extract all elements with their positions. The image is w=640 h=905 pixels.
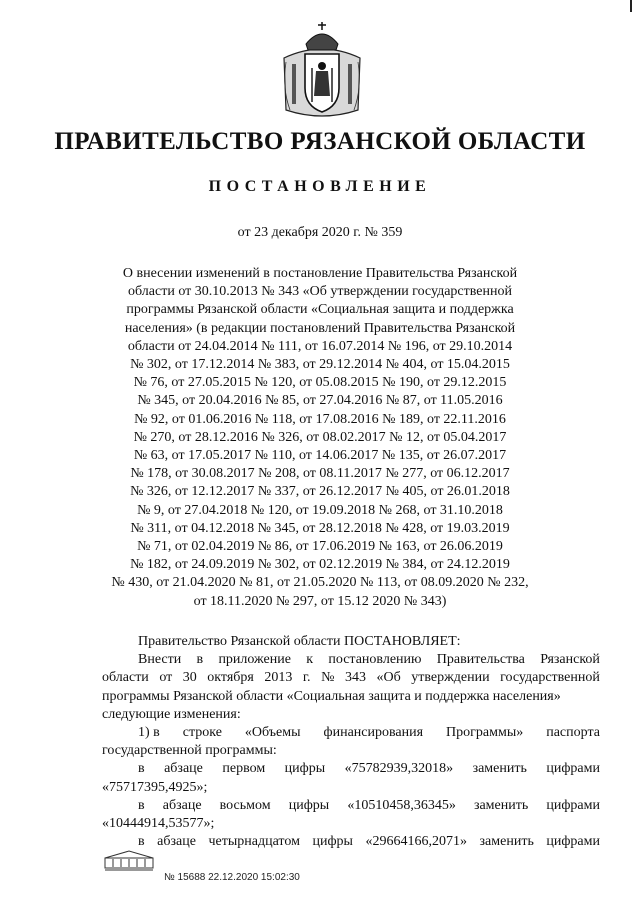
body-line (102, 760, 600, 778)
body-word: «29664166,2071» (365, 834, 467, 850)
body-word: заменить (472, 761, 527, 777)
body-word: октября (207, 670, 254, 686)
subject-line: № 345, от 20.04.2016 № 85, от 27.04.2016 № 87, от 11.05.2016 (137, 393, 503, 409)
subject-line: № 63, от 17.05.2017 № 110, от 14.06.2017 № 135, от 26.07.2017 (133, 448, 507, 464)
body-line (102, 669, 600, 687)
body-word: г. (302, 670, 311, 686)
body-word: цифрами (546, 761, 600, 777)
body-word: заменить (473, 797, 529, 813)
document-date: от 23 декабря 2020 г. № 359 (237, 225, 403, 240)
subject-line: области от 30.10.2013 № 343 «Об утверждении государственной (128, 284, 512, 300)
body-word: абзаце (164, 761, 203, 777)
body-line (102, 651, 600, 669)
body-word: «75782939,32018» (344, 761, 454, 777)
body-word: Внести (138, 652, 182, 668)
body-word: Правительства (436, 652, 525, 668)
subject-line: населения» (в редакции постановлений Правительства Рязанской (124, 320, 516, 336)
body-line: Правительство Рязанской области ПОСТАНОВЛЯЕТ: (138, 634, 461, 649)
subject-line: № 430, от 21.04.2020 № 81, от 21.05.2020 № 113, от 08.09.2020 № 232, (111, 575, 529, 591)
body-word: цифрами (546, 834, 600, 850)
body-word: строке (182, 725, 222, 741)
subject-line: № 178, от 30.08.2017 № 208, от 08.11.2017 № 277, от 06.12.2017 (130, 466, 510, 482)
body-word: № (321, 670, 335, 686)
subject-line: № 92, от 01.06.2016 № 118, от 17.08.2016 № 189, от 22.11.2016 (134, 411, 506, 427)
registration-stamp: № 15688 22.12.2020 15:02:30 (164, 872, 300, 883)
body-word: абзаце (162, 797, 202, 813)
subject-line: области от 24.04.2014 № 111, от 16.07.2014 № 196, от 29.10.2014 (127, 338, 513, 354)
body-line: «75717395,4925»; (102, 779, 208, 795)
document-type: ПОСТАНОВЛЕНИЕ (208, 178, 432, 195)
body-word: приложение (218, 652, 291, 668)
body-word: «10510458,36345» (347, 797, 456, 813)
body-word: 2013 (264, 670, 293, 686)
body-line: программы Рязанской области «Социальная защита и поддержка населения» (102, 688, 561, 704)
body-line (102, 797, 600, 815)
body-word: восьмом (219, 797, 271, 813)
government-title: ПРАВИТЕЛЬСТВО РЯЗАНСКОЙ ОБЛАСТИ (54, 128, 586, 155)
body-word: 30 (182, 670, 197, 686)
body-word: к (306, 652, 314, 668)
subject-line: № 270, от 28.12.2016 № 326, от 08.02.2017 № 12, от 05.04.2017 (133, 429, 507, 445)
subject-line: № 76, от 27.05.2015 № 120, от 05.08.2015 № 190, от 29.12.2015 (133, 375, 507, 391)
document-subject (92, 265, 548, 611)
body-word: Рязанской (540, 652, 600, 668)
body-word: заменить (479, 834, 534, 850)
body-line: следующие изменения: (102, 706, 241, 722)
subject-line: № 326, от 12.12.2017 № 337, от 26.12.2017 № 405, от 26.01.2018 (130, 484, 510, 500)
body-word: утверждении (411, 670, 490, 686)
body-line: государственной программы: (102, 743, 277, 759)
body-word: «Об (376, 670, 401, 686)
body-word: Программы» (446, 725, 524, 741)
subject-line: № 302, от 17.12.2014 № 383, от 29.12.2014 № 404, от 15.04.2015 (130, 357, 510, 373)
body-word: цифры (284, 761, 326, 777)
body-word: от (159, 670, 173, 686)
body-word: «Объемы (244, 725, 301, 741)
body-line (102, 724, 600, 742)
body-word: паспорта (546, 725, 600, 741)
subject-line: № 311, от 04.12.2018 № 345, от 28.12.2018 № 428, от 19.03.2019 (130, 520, 510, 536)
body-word: в (138, 797, 145, 813)
body-word: четырнадцатом (208, 834, 300, 850)
body-word: в (138, 761, 145, 777)
body-word: цифрами (546, 797, 600, 813)
subject-line: от 18.11.2020 № 297, от 15.12 2020 № 343) (193, 593, 447, 609)
body-word: в (196, 652, 204, 668)
body-word: государственной (500, 670, 600, 686)
body-word: цифры (312, 834, 353, 850)
subject-line: № 182, от 24.09.2019 № 302, от 02.12.2019 № 384, от 24.12.2019 (130, 557, 510, 573)
system-logo-icon (103, 850, 155, 872)
document-body (102, 633, 600, 851)
scan-corner-mark (630, 0, 632, 12)
subject-line: программы Рязанской области «Социальная защита и поддержка (126, 302, 514, 318)
body-word: в (138, 834, 145, 850)
body-line (102, 833, 600, 851)
coat-of-arms-icon (272, 18, 372, 122)
body-word: абзаце (157, 834, 196, 850)
body-word: постановлению (328, 652, 422, 668)
body-word: первом (222, 761, 266, 777)
subject-line: № 71, от 02.04.2019 № 86, от 17.06.2019 № 163, от 26.06.2019 (137, 539, 503, 555)
body-word: финансирования (323, 725, 424, 741)
body-line: «10444914,53577»; (102, 816, 215, 832)
subject-line: О внесении изменений в постановление Правительства Рязанской (122, 266, 518, 281)
body-word: области (102, 670, 149, 686)
subject-line: № 9, от 27.04.2018 № 120, от 19.09.2018 № 268, от 31.10.2018 (137, 502, 503, 518)
body-word: цифры (288, 797, 330, 813)
body-word: 1) в (138, 725, 160, 741)
body-word: 343 (344, 670, 366, 686)
